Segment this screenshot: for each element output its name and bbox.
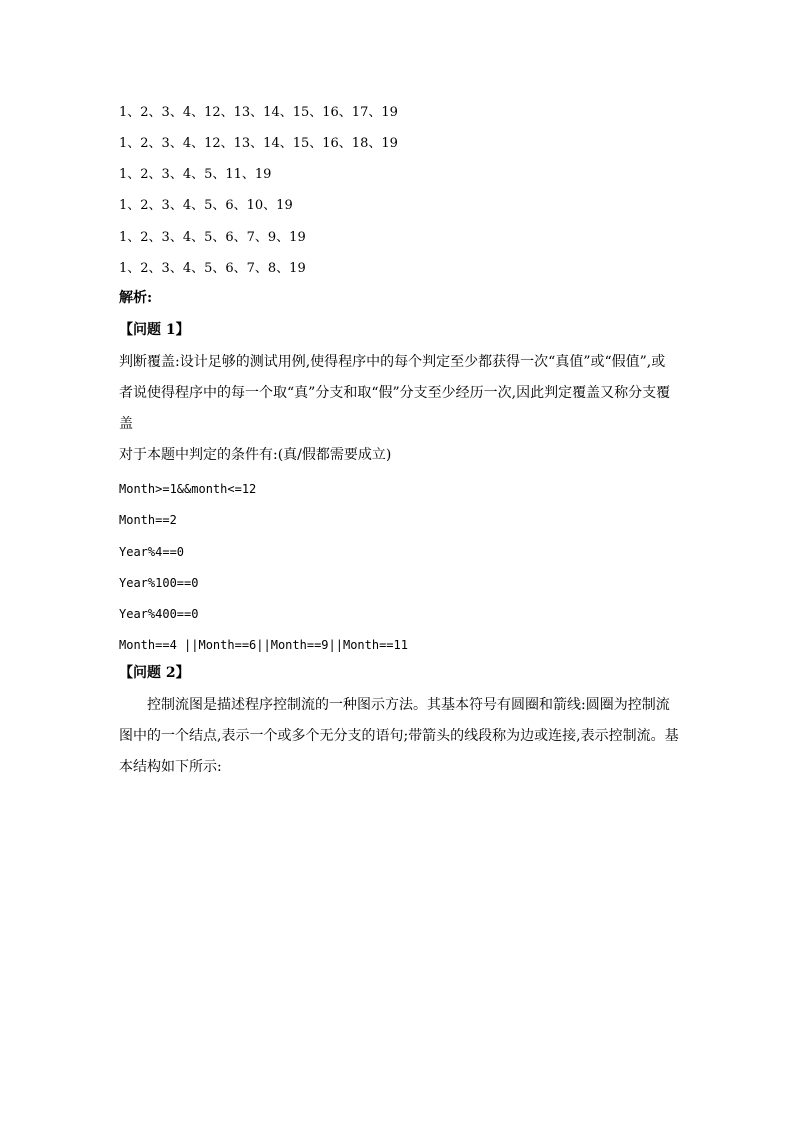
path-line-6: 1、2、3、4、5、6、7、8、19 <box>119 261 306 276</box>
question-1-paragraph: 判断覆盖:设计足够的测试用例,使得程序中的每个判定至少都获得一次“真值”或“假值”,或者说使得程序中的每一个取“真”分支和取“假”分支至少经历一次,因此判定覆盖又称分支覆盖 <box>119 354 671 432</box>
path-line-1: 1、2、3、4、12、13、14、15、16、17、19 <box>119 105 398 120</box>
condition-line-3: Year%4==0 <box>119 545 185 559</box>
path-line-3: 1、2、3、4、5、11、19 <box>119 167 272 182</box>
condition-line-4: Year%100==0 <box>119 576 199 590</box>
condition-line-1: Month>=1&&month<=12 <box>119 482 257 496</box>
question-2-heading: 【问题 2】 <box>119 665 190 681</box>
path-line-4: 1、2、3、4、5、6、10、19 <box>119 198 293 213</box>
condition-line-6: Month==4 ||Month==6||Month==9||Month==11 <box>119 638 408 652</box>
path-line-5: 1、2、3、4、5、6、7、9、19 <box>119 230 306 245</box>
condition-line-5: Year%400==0 <box>119 607 199 621</box>
path-line-2: 1、2、3、4、12、13、14、15、16、18、19 <box>119 136 398 151</box>
analysis-heading: 解析: <box>119 290 153 306</box>
question-2-paragraph: 控制流图是描述程序控制流的一种图示方法。其基本符号有圆圈和箭线:圆圈为控制流图中的一个结点,表示一个或多个无分支的语句;带箭头的线段称为边或连接,表示控制流。基本结构如下所示: <box>119 697 679 775</box>
conditions-intro: 对于本题中判定的条件有:(真/假都需要成立) <box>119 447 392 463</box>
question-1-heading: 【问题 1】 <box>119 322 190 338</box>
condition-line-2: Month==2 <box>119 513 177 527</box>
